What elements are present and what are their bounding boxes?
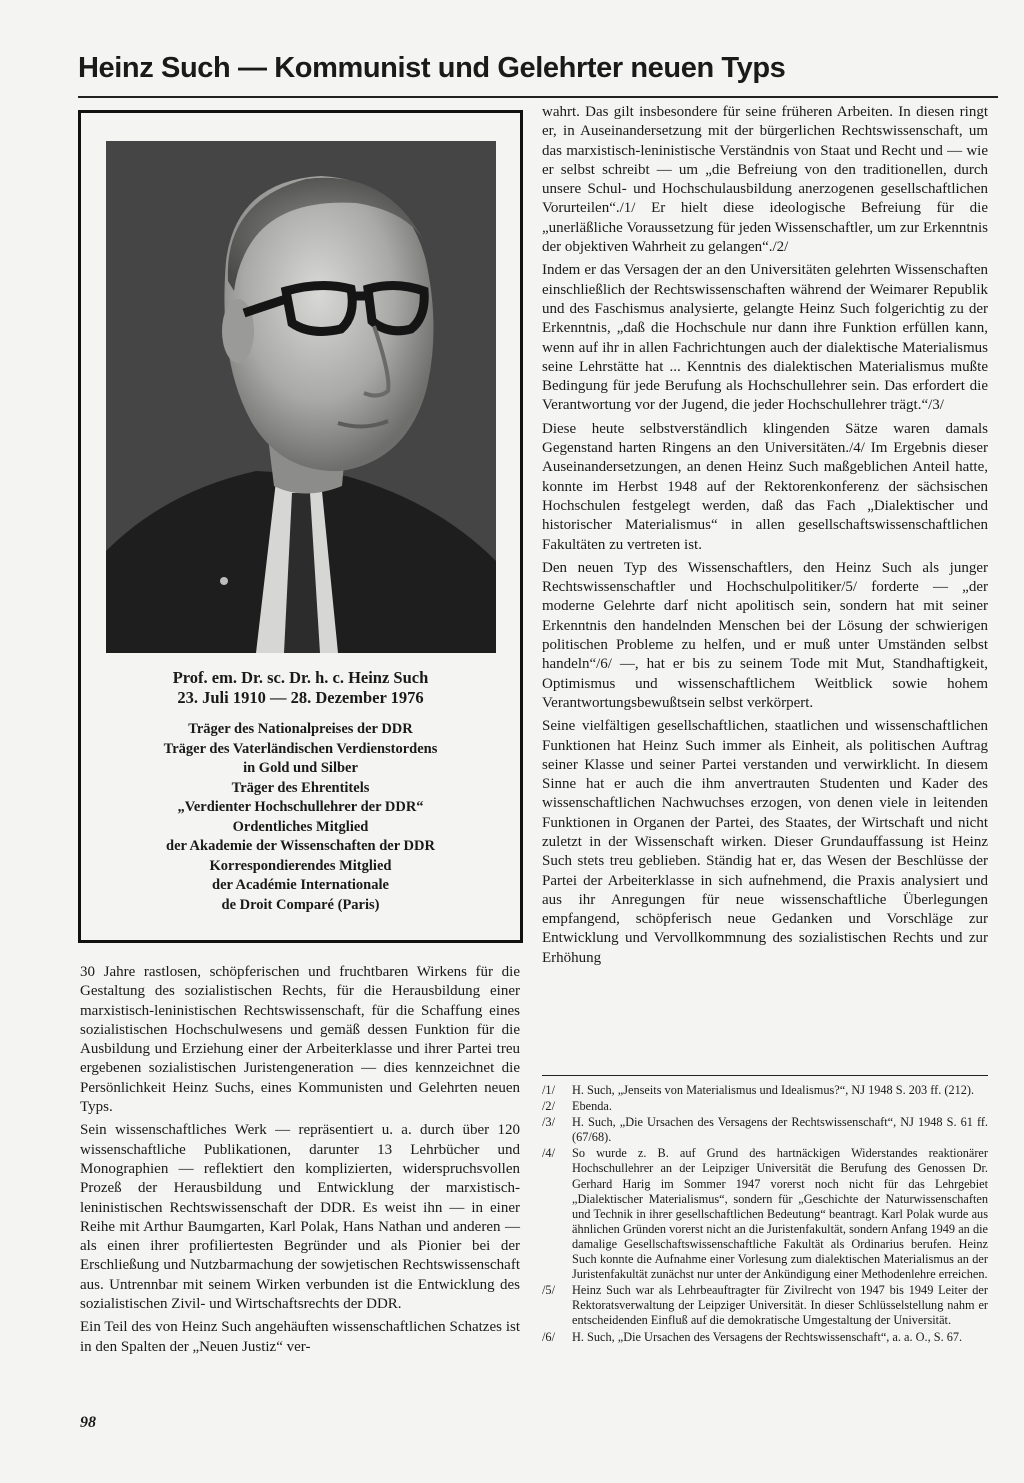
caption-dates: 23. Juli 1910 — 28. Dezember 1976	[177, 688, 424, 707]
footnote-text: H. Such, „Die Ursachen des Versagens der Rechtswissenschaft“, NJ 1948 S. 61 ff. (67/68).	[572, 1115, 988, 1145]
caption-honor: Träger des Nationalpreises der DDR	[188, 721, 413, 737]
footnote-text: Ebenda.	[572, 1099, 612, 1114]
footnote	[542, 1330, 988, 1345]
footnote-number: /1/	[542, 1083, 555, 1097]
footnote-number: /3/	[542, 1115, 555, 1130]
body-paragraph: Seine vielfältigen gesellschaftlichen, staatlichen und wissenschaftlichen Funktionen hat Heinz Such immer als Einheit, als politischen Auftrag seiner Klasse und seiner Partei verstanden und verwirklicht. In diesem Sinne hat er auch die ihm anvertrauten Studenten und Kader des wissenschaftlichen Nachwuchses erzogen, von denen viele in leitenden Funktionen in Organen der Partei, des Staates, der Wirtschaft und nicht zuletzt in der Wissenschaft wirken. Dieser Grundauffassung ist Heinz Such stets treu geblieben. Ständig hat er, das Wesen der Beschlüsse der Partei der Arbeiterklasse in sich aufnehmend, die Praxis analysiert und aus ihr Anregungen für neue wissenschaftliche Überlegungen empfangend, schöpferisch neue Gedanken und Vorschläge zur Entwicklung und Vervollkommnung des sozialistischen Rechts und zur Erhöhung	[542, 718, 988, 966]
caption-honor: „Verdienter Hochschullehrer der DDR“	[177, 799, 424, 815]
footnotes	[542, 1083, 988, 1346]
caption-honor: Träger des Ehrentitels	[231, 779, 370, 796]
footnote	[542, 1283, 988, 1328]
footnote	[542, 1146, 988, 1282]
footnote-number: /4/	[542, 1146, 555, 1161]
footnote	[542, 1083, 988, 1098]
caption-honor: Korrespondierendes Mitglied	[209, 857, 392, 874]
body-paragraph: Den neuen Typ des Wissenschaftlers, den Heinz Such als junger Rechtswissenschaftler und Hochschulpolitiker/5/ forderte — „der moderne Gelehrte darf nicht apolitisch sein, sondern hat mit seiner Erkenntnis den handelnden Menschen bei der Lösung der schwierigen politischen Probleme zu helfen, und er muß unter Umständen selbst handeln“/6/ —, hat er bis zu seinem Tode mit Mut, Standhaftigkeit, Optimismus und wissenschaftlichem Weitblick sowie hohem Verantwortungsbewußtsein selbst verkörpert.	[542, 559, 988, 711]
left-column	[80, 963, 520, 1361]
portrait-caption	[81, 668, 520, 915]
footnote-text: Heinz Such war als Lehrbeauftragter für Zivilrecht von 1947 bis 1949 Leiter der Rektoratsverwaltung der Leipziger Universität. In dieser Schlüsselstellung nahm er entscheidenden Einfluß auf die demokratische Umgestaltung der Universität.	[572, 1283, 988, 1328]
caption-honor: Träger des Vaterländischen Verdienstordens	[163, 740, 438, 757]
body-paragraph: wahrt. Das gilt insbesondere für seine früheren Arbeiten. In diesen ringt er, in Auseinandersetzung mit der bürgerlichen Rechtswissenschaft, um das marxistisch-leninistische Verständnis von Staat und Recht und — wie er selbst schreibt — um „die Befreiung von den traditionellen, durch unsere Schul- und Hochschulausbildung anerzogenen gesellschaftlichen Vorurteilen“./1/ Er hielt diese ideologische Befreiung für die „unerläßliche Voraussetzung für jeden Wissenschaftler, um zur Erkenntnis der objektiven Wahrheit zu gelangen“./2/	[542, 104, 988, 256]
caption-honor: in Gold und Silber	[243, 760, 358, 776]
portrait-frame	[78, 110, 523, 943]
body-paragraph: Diese heute selbstverständlich klingenden Sätze waren damals Gegenstand harten Ringens an den Universitäten./4/ Im Ergebnis dieser Auseinandersetzungen, an denen Heinz Such maßgeblichen Anteil hatte, konnte im Herbst 1948 auf der Rektorenkonferenz der sächsischen Hochschulen festgelegt werden, daß das Fach „Dialektischer und historischer Materialismus“ in allen gesellschaftswissenschaftlichen Fakultäten zu vertreten ist.	[542, 420, 988, 553]
footnote-rule	[542, 1075, 988, 1076]
right-column	[542, 103, 988, 972]
footnote-number: /6/	[542, 1329, 555, 1344]
article-title: Heinz Such — Kommunist und Gelehrter neuen Typs	[78, 52, 786, 84]
caption-honor: der Akademie der Wissenschaften der DDR	[166, 838, 435, 854]
body-paragraph: Ein Teil des von Heinz Such angehäuften wissenschaftlichen Schatzes ist in den Spalten der „Neuen Justiz“ ver-	[80, 1319, 520, 1355]
caption-honor: de Droit Comparé (Paris)	[221, 896, 380, 913]
footnote	[542, 1099, 988, 1114]
body-paragraph: Sein wissenschaftliches Werk — repräsentiert u. a. durch über 120 wissenschaftliche Publikationen, darunter 13 Lehrbücher und Monographien — reflektiert den komplizierten, widerspruchsvollen Prozeß der Herausbildung und Entwicklung der marxistisch-leninistischen Rechtswissenschaft der DDR. Es weist ihn — in einer Reihe mit Arthur Baumgarten, Karl Polak, Hans Nathan und anderen — als einen ihrer profiliertesten Begründer und als Pionier bei der Erschließung und Nutzbarmachung der sowjetischen Rechtswissenschaft aus. Untrennbar mit seinem Wirken verbunden ist die Entwicklung des sozialistischen Zivil- und Wirtschaftsrechts der DDR.	[80, 1122, 520, 1313]
footnote-number: /5/	[542, 1283, 555, 1298]
caption-name: Prof. em. Dr. sc. Dr. h. c. Heinz Such	[172, 668, 429, 687]
title-rule	[78, 96, 998, 98]
footnote-text: H. Such, „Jenseits von Materialismus und Idealismus?“, NJ 1948 S. 203 ff. (212).	[572, 1083, 975, 1097]
footnote	[542, 1115, 988, 1145]
portrait-illustration	[106, 141, 496, 653]
body-paragraph: 30 Jahre rastlosen, schöpferischen und fruchtbaren Wirkens für die Gestaltung des sozialistischen Rechts, für die Herausbildung einer marxistisch-leninistischen Rechtswissenschaft, für die Schaffung eines sozialistischen Hochschulwesens und gemäß dessen Funktion für die Ausbildung und Erziehung einer der Arbeiterklasse und ihrer Partei treu ergebenen sozialistischen Juristengeneration — dies kennzeichnet die Persönlichkeit Heinz Suchs, eines Kommunisten und Gelehrten neuen Typs.	[80, 964, 520, 1116]
caption-honor: der Académie Internationale	[212, 877, 389, 893]
page-number: 98	[80, 1414, 96, 1431]
portrait-photo	[106, 141, 496, 653]
footnote-text: H. Such, „Die Ursachen des Versagens der Rechtswissenschaft“, a. a. O., S. 67.	[572, 1329, 963, 1344]
footnote-number: /2/	[542, 1099, 555, 1114]
caption-honor: Ordentliches Mitglied	[232, 818, 369, 835]
body-paragraph: Indem er das Versagen der an den Universitäten gelehrten Wissenschaften einschließlich der Rechtswissenschaften während der Weimarer Republik und des Faschismus analysierte, gelangte Heinz Such folgerichtig zu der Erkenntnis, „daß die Hochschule nur dann ihre Funktion erfüllen kann, wenn auf ihr in allen Fachrichtungen auch der dialektische Materialismus seine Lehrstätte hat ... Kenntnis des dialektischen Materialismus mußte Bedingung für jede Berufung als Hochschullehrer sein. Das erfordert die Verantwortung vor der Jugend, die jeder Hochschullehrer trägt.“/3/	[542, 262, 988, 414]
footnote-text: So wurde z. B. auf Grund des hartnäckigen Widerstandes reaktionärer Hochschullehrer an der Leipziger Universität die Berufung des Genossen Dr. Gerhard Harig im Sommer 1947 vorerst noch nicht für das Lehrgebiet „Dialektischer Materialismus“, sondern für „Geschichte der Naturwissenschaften und Technik in ihrer gesellschaftlichen Bedeutung“ beantragt. Karl Polak wurde aus ähnlichen Gründen vorerst nicht an die Juristenfakultät, sondern Anfang 1949 an die damalige Gesellschaftswissenschaftliche Fakultät als Ordinarius berufen. Heinz Such konnte die Aufnahme einer Vorlesung zum dialektischen Materialismus an der Juristenfakultät zunächst nur unter der Ankündigung einer Methodenlehre erreichen.	[572, 1146, 988, 1282]
